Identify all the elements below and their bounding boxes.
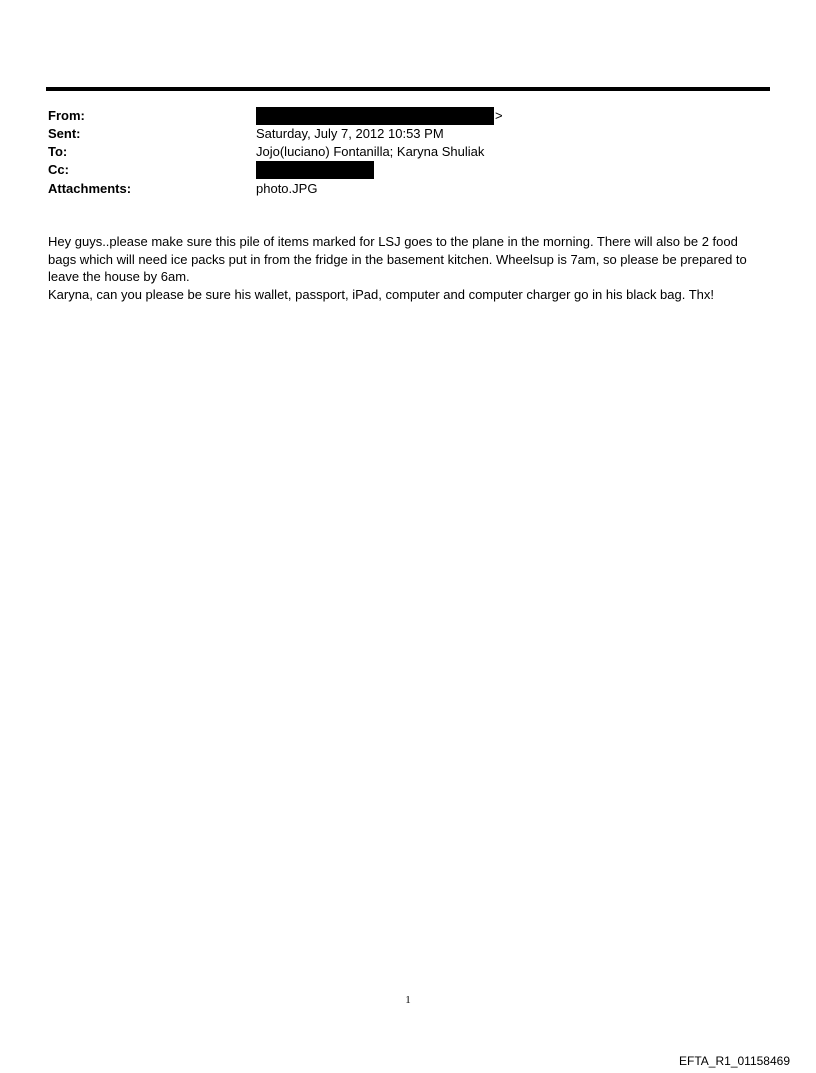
cc-redaction xyxy=(256,161,374,179)
body-paragraph-1: Hey guys..please make sure this pile of items marked for LSJ goes to the plane in the morning. There will also be 2 food bags which will need ice packs put in from the fridge in the basement kitchen. Wheelsup is 7am, so please be prepared to leave the house by 6am. xyxy=(48,234,747,284)
to-row xyxy=(48,143,748,161)
to-label: To: xyxy=(48,144,68,159)
from-row xyxy=(48,107,748,125)
attachment-file: photo.JPG xyxy=(256,181,318,196)
from-redaction xyxy=(256,107,494,125)
body-paragraph-2: Karyna, can you please be sure his wallet, passport, iPad, computer and computer charger go in his black bag. Thx! xyxy=(48,286,715,302)
cc-label: Cc: xyxy=(48,162,69,177)
cc-row xyxy=(48,161,748,179)
document-id: EFTA_R1_01158469 xyxy=(679,1054,790,1068)
page-number: 1 xyxy=(405,994,411,1006)
attachments-row xyxy=(48,180,748,198)
to-value: Jojo(luciano) Fontanilla; Karyna Shuliak xyxy=(256,144,485,159)
sent-row xyxy=(48,125,748,143)
attachments-label: Attachments: xyxy=(48,181,132,196)
from-label: From: xyxy=(48,108,85,123)
sent-value: Saturday, July 7, 2012 10:53 PM xyxy=(256,126,444,141)
from-suffix: > xyxy=(495,108,503,123)
email-body xyxy=(48,233,764,303)
header-divider xyxy=(46,87,770,91)
sent-label: Sent: xyxy=(48,126,81,141)
